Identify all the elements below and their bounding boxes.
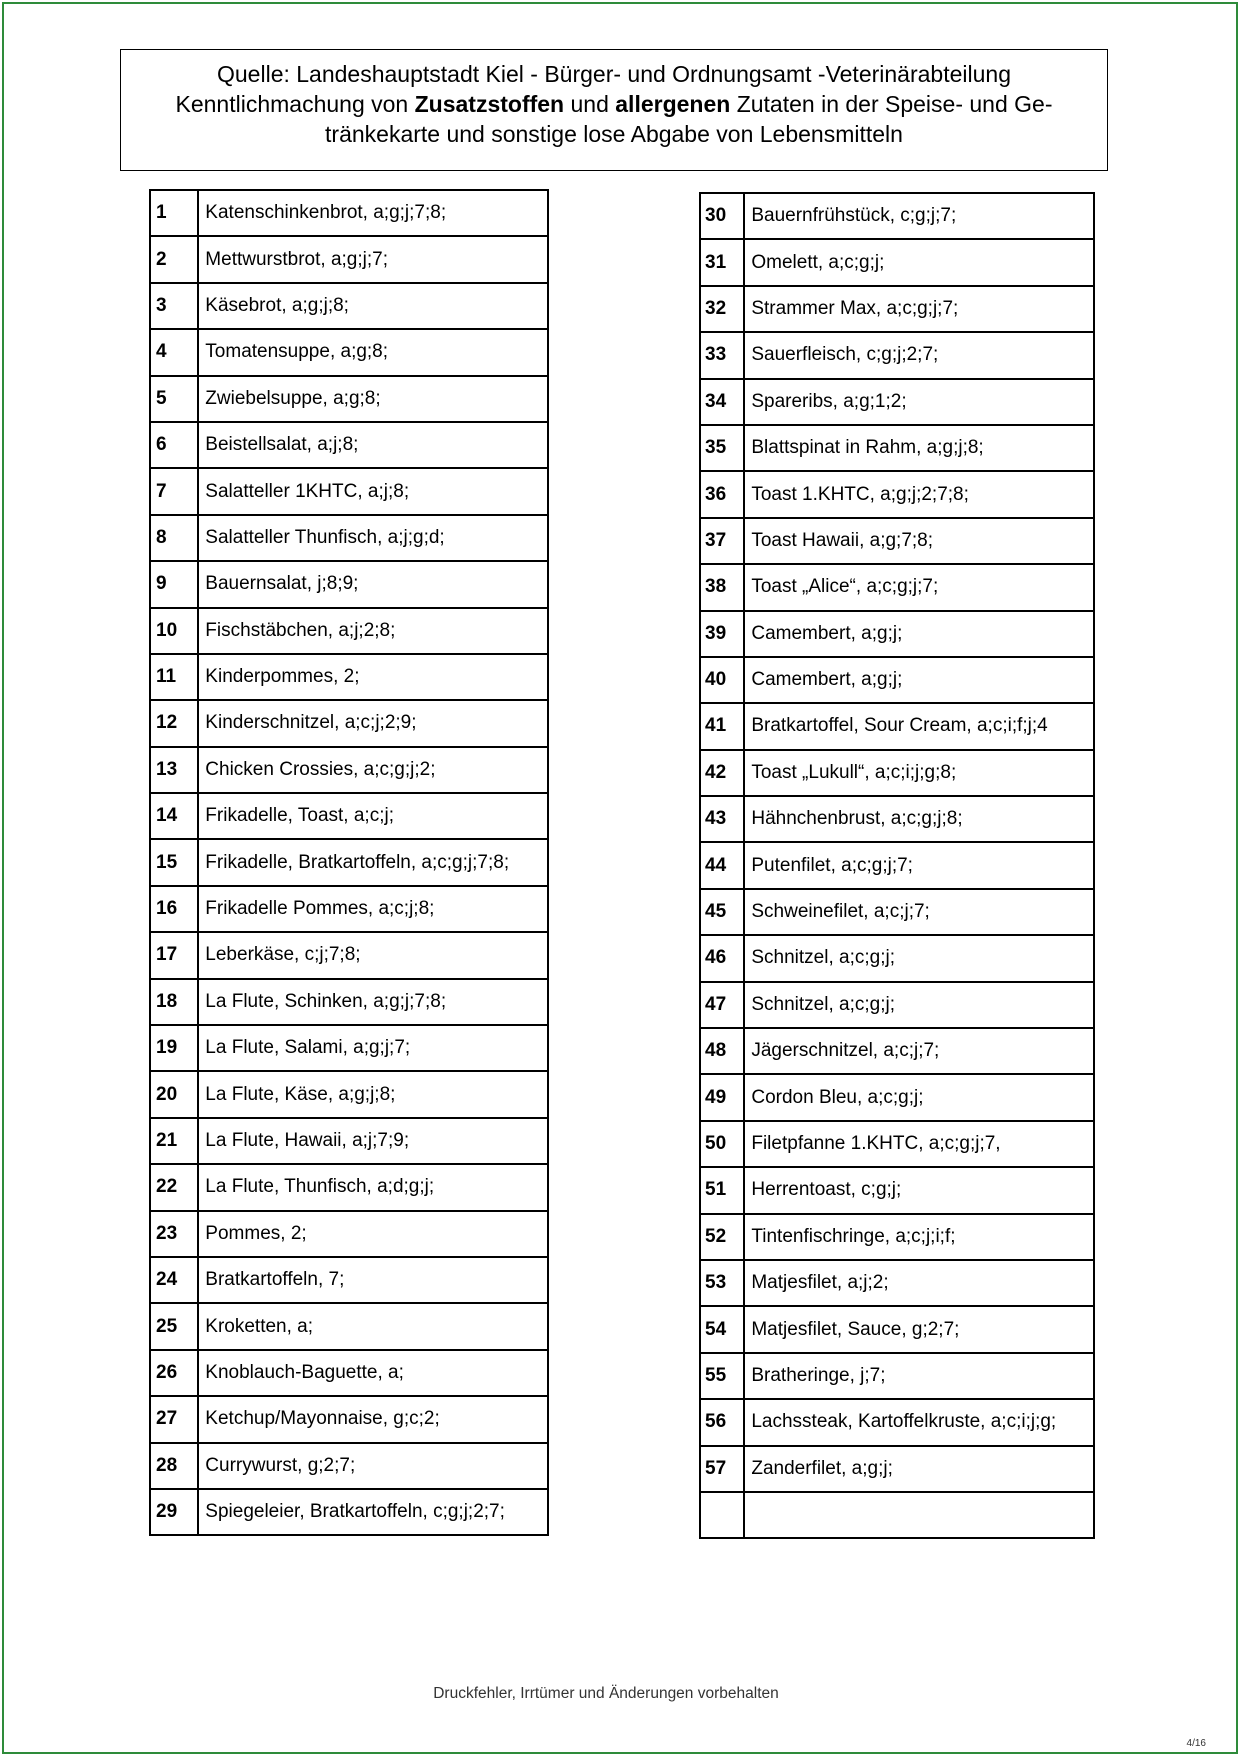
table-row	[700, 1074, 1094, 1120]
table-row	[700, 703, 1094, 749]
item-name: Cordon Bleu, a;c;g;j;	[744, 1074, 1094, 1120]
item-name: Ketchup/Mayonnaise, g;c;2;	[198, 1396, 548, 1442]
item-number: 3	[150, 283, 198, 329]
item-name: La Flute, Thunfisch, a;d;g;j;	[198, 1164, 548, 1210]
table-row	[700, 1306, 1094, 1352]
table-row	[700, 1260, 1094, 1306]
item-name: La Flute, Käse, a;g;j;8;	[198, 1071, 548, 1117]
item-number: 37	[700, 518, 744, 564]
item-name: Kinderschnitzel, a;c;j;2;9;	[198, 700, 548, 746]
table-row	[150, 1489, 548, 1535]
item-number	[700, 1492, 744, 1538]
item-name: Bratkartoffeln, 7;	[198, 1257, 548, 1303]
item-number: 57	[700, 1446, 744, 1492]
table-row	[150, 839, 548, 885]
page-number: 4/16	[1186, 1738, 1206, 1749]
item-number: 48	[700, 1028, 744, 1074]
table-row	[150, 932, 548, 978]
item-number: 44	[700, 842, 744, 888]
table-row	[150, 329, 548, 375]
table-row	[700, 935, 1094, 981]
item-number: 10	[150, 608, 198, 654]
item-name: Schnitzel, a;c;g;j;	[744, 935, 1094, 981]
table-row	[150, 283, 548, 329]
table-row	[150, 190, 548, 236]
item-name: Kinderpommes, 2;	[198, 654, 548, 700]
table-row	[150, 1443, 548, 1489]
item-name: Spareribs, a;g;1;2;	[744, 379, 1094, 425]
table-row	[150, 1211, 548, 1257]
item-number: 32	[700, 286, 744, 332]
table-row	[150, 608, 548, 654]
item-name: Putenfilet, a;c;g;j;7;	[744, 842, 1094, 888]
item-number: 31	[700, 239, 744, 285]
item-number: 20	[150, 1071, 198, 1117]
table-row	[700, 657, 1094, 703]
item-name: Leberkäse, c;j;7;8;	[198, 932, 548, 978]
item-name: Omelett, a;c;g;j;	[744, 239, 1094, 285]
table-row	[700, 471, 1094, 517]
table-row	[700, 1353, 1094, 1399]
header-line-2-post: Zutaten in der Speise- und Ge-	[730, 91, 1053, 117]
item-number: 11	[150, 654, 198, 700]
item-number: 19	[150, 1025, 198, 1071]
table-row	[150, 561, 548, 607]
header-bold-zusatzstoffen: Zusatzstoffen	[414, 91, 565, 117]
item-number: 14	[150, 793, 198, 839]
table-row	[150, 700, 548, 746]
table-row	[150, 979, 548, 1025]
item-name: Toast Hawaii, a;g;7;8;	[744, 518, 1094, 564]
item-number: 4	[150, 329, 198, 375]
item-name: Tomatensuppe, a;g;8;	[198, 329, 548, 375]
table-row	[700, 518, 1094, 564]
item-number: 21	[150, 1118, 198, 1164]
item-name	[744, 1492, 1094, 1538]
item-number: 2	[150, 236, 198, 282]
item-name: Strammer Max, a;c;g;j;7;	[744, 286, 1094, 332]
header-line-2-pre: Kenntlichmachung von	[175, 91, 415, 117]
item-name: Camembert, a;g;j;	[744, 611, 1094, 657]
item-name: Beistellsalat, a;j;8;	[198, 422, 548, 468]
item-number: 51	[700, 1167, 744, 1213]
item-name: Pommes, 2;	[198, 1211, 548, 1257]
item-name: Toast „Alice“, a;c;g;j;7;	[744, 564, 1094, 610]
table-row	[150, 1257, 548, 1303]
item-name: La Flute, Schinken, a;g;j;7;8;	[198, 979, 548, 1025]
item-number: 24	[150, 1257, 198, 1303]
header-box	[120, 49, 1108, 171]
item-number: 9	[150, 561, 198, 607]
item-name: Knoblauch-Baguette, a;	[198, 1350, 548, 1396]
table-row	[150, 236, 548, 282]
item-name: Bratkartoffel, Sour Cream, a;c;i;f;j;4	[744, 703, 1094, 749]
header-bold-allergenen: allergenen	[615, 91, 731, 117]
table-row	[700, 1121, 1094, 1167]
table-row	[150, 1164, 548, 1210]
item-name: Sauerfleisch, c;g;j;2;7;	[744, 332, 1094, 378]
table-row	[150, 886, 548, 932]
item-number: 7	[150, 468, 198, 514]
table-row	[150, 422, 548, 468]
item-number: 38	[700, 564, 744, 610]
item-name: Katenschinkenbrot, a;g;j;7;8;	[198, 190, 548, 236]
item-number: 43	[700, 796, 744, 842]
item-name: Kroketten, a;	[198, 1303, 548, 1349]
table-row	[150, 1396, 548, 1442]
item-number: 12	[150, 700, 198, 746]
item-number: 16	[150, 886, 198, 932]
item-name: Schweinefilet, a;c;j;7;	[744, 889, 1094, 935]
table-row	[700, 239, 1094, 285]
table-row	[700, 332, 1094, 378]
table-row	[700, 750, 1094, 796]
table-row	[700, 193, 1094, 239]
table-row	[150, 1118, 548, 1164]
item-name: Lachssteak, Kartoffelkruste, a;c;i;j;g;	[744, 1399, 1094, 1445]
table-row	[150, 654, 548, 700]
item-name: Zanderfilet, a;g;j;	[744, 1446, 1094, 1492]
item-number: 50	[700, 1121, 744, 1167]
item-name: Currywurst, g;2;7;	[198, 1443, 548, 1489]
item-name: Toast „Lukull“, a;c;i;j;g;8;	[744, 750, 1094, 796]
table-row	[150, 515, 548, 561]
table-row	[700, 889, 1094, 935]
table-row	[150, 793, 548, 839]
item-number: 52	[700, 1214, 744, 1260]
item-number: 49	[700, 1074, 744, 1120]
table-row	[700, 1399, 1094, 1445]
item-name: Bauernfrühstück, c;g;j;7;	[744, 193, 1094, 239]
item-number: 34	[700, 379, 744, 425]
item-number: 47	[700, 982, 744, 1028]
table-row	[700, 842, 1094, 888]
table-row	[700, 1446, 1094, 1492]
item-number: 22	[150, 1164, 198, 1210]
item-name: La Flute, Hawaii, a;j;7;9;	[198, 1118, 548, 1164]
table-row	[700, 796, 1094, 842]
item-number: 27	[150, 1396, 198, 1442]
table-row	[150, 376, 548, 422]
table-row	[700, 1167, 1094, 1213]
table-row	[700, 611, 1094, 657]
item-number: 39	[700, 611, 744, 657]
item-number: 15	[150, 839, 198, 885]
item-name: Zwiebelsuppe, a;g;8;	[198, 376, 548, 422]
item-number: 33	[700, 332, 744, 378]
item-number: 28	[150, 1443, 198, 1489]
item-name: Bratheringe, j;7;	[744, 1353, 1094, 1399]
item-number: 40	[700, 657, 744, 703]
item-number: 42	[700, 750, 744, 796]
table-row	[700, 425, 1094, 471]
item-number: 35	[700, 425, 744, 471]
item-number: 13	[150, 747, 198, 793]
item-number: 54	[700, 1306, 744, 1352]
item-number: 41	[700, 703, 744, 749]
table-row	[700, 379, 1094, 425]
header-line-1: Quelle: Landeshauptstadt Kiel - Bürger- und Ordnungsamt -Veterinärabteilung	[217, 61, 1011, 87]
table-row	[150, 1071, 548, 1117]
footer-disclaimer: Druckfehler, Irrtümer und Änderungen vorbehalten	[433, 1685, 779, 1702]
item-name: Spiegeleier, Bratkartoffeln, c;g;j;2;7;	[198, 1489, 548, 1535]
item-number: 1	[150, 190, 198, 236]
table-row	[150, 1350, 548, 1396]
item-name: Chicken Crossies, a;c;g;j;2;	[198, 747, 548, 793]
item-name: Filetpfanne 1.KHTC, a;c;g;j;7,	[744, 1121, 1094, 1167]
item-number: 36	[700, 471, 744, 517]
item-number: 45	[700, 889, 744, 935]
item-name: Matjesfilet, a;j;2;	[744, 1260, 1094, 1306]
item-number: 30	[700, 193, 744, 239]
table-row	[700, 1028, 1094, 1074]
table-row	[150, 1303, 548, 1349]
item-number: 46	[700, 935, 744, 981]
menu-table-right	[699, 192, 1095, 1539]
item-number: 29	[150, 1489, 198, 1535]
item-number: 55	[700, 1353, 744, 1399]
table-row	[700, 1214, 1094, 1260]
table-row	[700, 1492, 1094, 1538]
item-name: Matjesfilet, Sauce, g;2;7;	[744, 1306, 1094, 1352]
menu-table-left	[149, 189, 549, 1536]
item-name: Toast 1.KHTC, a;g;j;2;7;8;	[744, 471, 1094, 517]
item-name: Frikadelle, Bratkartoffeln, a;c;g;j;7;8;	[198, 839, 548, 885]
item-number: 23	[150, 1211, 198, 1257]
item-name: Herrentoast, c;g;j;	[744, 1167, 1094, 1213]
item-name: Camembert, a;g;j;	[744, 657, 1094, 703]
item-name: Mettwurstbrot, a;g;j;7;	[198, 236, 548, 282]
item-number: 26	[150, 1350, 198, 1396]
item-number: 56	[700, 1399, 744, 1445]
item-name: Blattspinat in Rahm, a;g;j;8;	[744, 425, 1094, 471]
item-name: Jägerschnitzel, a;c;j;7;	[744, 1028, 1094, 1074]
item-name: Frikadelle, Toast, a;c;j;	[198, 793, 548, 839]
item-name: Schnitzel, a;c;g;j;	[744, 982, 1094, 1028]
table-row	[150, 468, 548, 514]
item-name: Hähnchenbrust, a;c;g;j;8;	[744, 796, 1094, 842]
item-number: 5	[150, 376, 198, 422]
item-number: 6	[150, 422, 198, 468]
table-row	[700, 982, 1094, 1028]
table-row	[700, 286, 1094, 332]
item-name: Salatteller 1KHTC, a;j;8;	[198, 468, 548, 514]
item-number: 53	[700, 1260, 744, 1306]
header-line-3: tränkekarte und sonstige lose Abgabe von Lebensmitteln	[325, 121, 903, 147]
table-row	[150, 747, 548, 793]
item-name: Fischstäbchen, a;j;2;8;	[198, 608, 548, 654]
item-number: 17	[150, 932, 198, 978]
item-number: 25	[150, 1303, 198, 1349]
item-name: Tintenfischringe, a;c;j;i;f;	[744, 1214, 1094, 1260]
table-row	[150, 1025, 548, 1071]
item-name: Salatteller Thunfisch, a;j;g;d;	[198, 515, 548, 561]
item-number: 18	[150, 979, 198, 1025]
item-name: Käsebrot, a;g;j;8;	[198, 283, 548, 329]
header-line-2-mid: und	[564, 91, 616, 117]
item-number: 8	[150, 515, 198, 561]
item-name: Bauernsalat, j;8;9;	[198, 561, 548, 607]
item-name: La Flute, Salami, a;g;j;7;	[198, 1025, 548, 1071]
item-name: Frikadelle Pommes, a;c;j;8;	[198, 886, 548, 932]
table-row	[700, 564, 1094, 610]
header-line-2	[121, 89, 1107, 119]
